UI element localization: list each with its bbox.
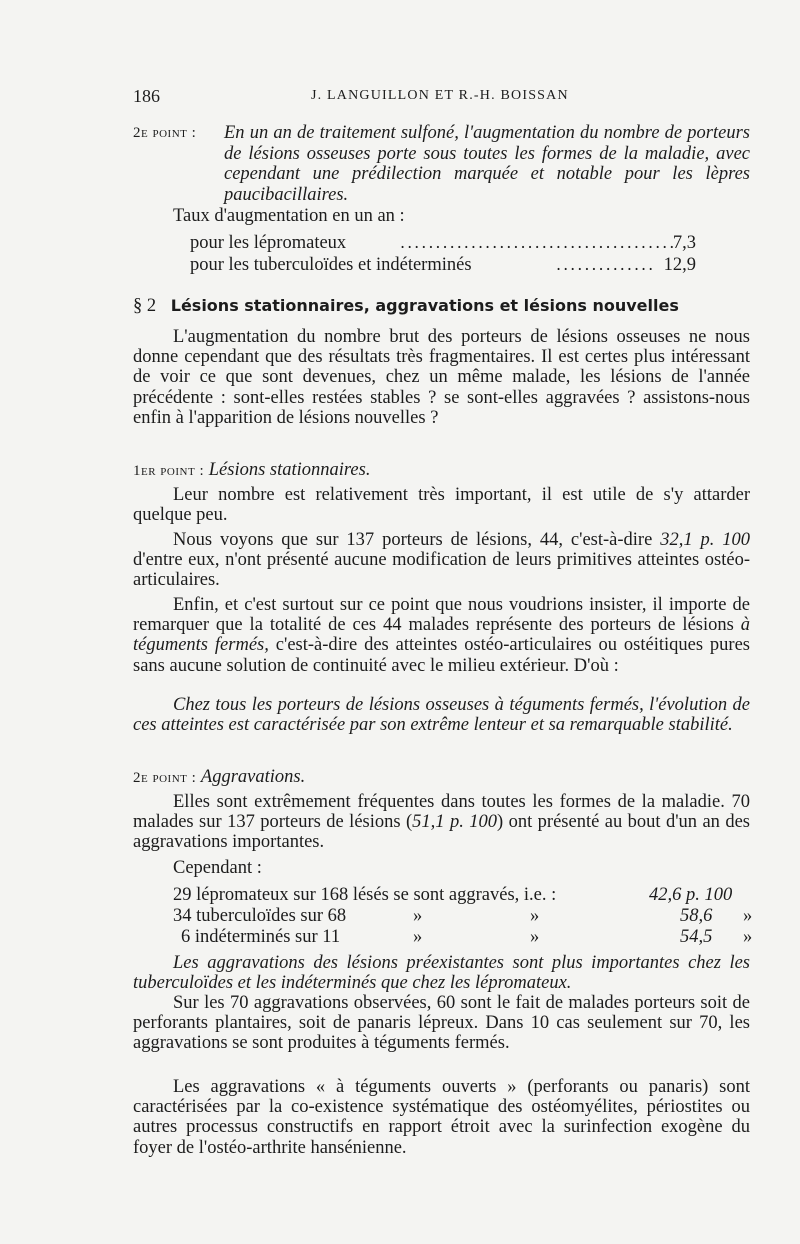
emphasis: 51,1 p. 100 (412, 812, 498, 833)
agg-row-3-label: 6 indéterminés sur 11 (181, 927, 341, 947)
rate-title: Taux d'augmentation en un an : (173, 206, 405, 226)
point2-title: Aggravations. (200, 767, 306, 787)
point2-label: 2e point : (133, 770, 197, 786)
section-heading (133, 296, 679, 317)
point2-p1 (133, 792, 750, 853)
para-intro: L'augmentation du nombre brut des porteurs de lésions osseuses ne nous donne cependant que des résultats très fragmentaires. Il est certes plus intéressant de voir ce que sont devenues, chez un même malade, les lésions de l'année précédente : sont-elles restées stables ? se sont-elles aggravées ? assistons-nous enfin à l'apparition de lésions nouvelles ? (133, 327, 750, 428)
text: d'entre eux, n'ont présenté aucune modification de leurs primitives atteintes ostéo-articulaires. (133, 550, 750, 591)
point1-p3 (133, 595, 750, 676)
rate-row-lepromateux: pour les lépromateux (190, 233, 347, 253)
running-header (133, 86, 753, 110)
ditto-mark: » (413, 906, 423, 926)
ditto-mark: » (413, 927, 423, 947)
point1-p2 (133, 530, 750, 591)
agg-row-1-value: 42,6 p. 100 (649, 885, 733, 905)
rate-value-lepromateux: 7,3 (672, 233, 696, 253)
rate-row-tuberculoides: pour les tuberculoïdes et indéterminés (190, 255, 472, 275)
ditto-mark: » (743, 927, 753, 947)
section-number: § 2 (133, 296, 157, 316)
point1-title: Lésions stationnaires. (208, 460, 371, 480)
point2-p3: Les aggravations « à téguments ouverts » (perforants ou panaris) sont caractérisées par la co-existence systématique des ostéomyélites, périostites ou autres processus constructifs en rapport étroit avec la surinfection exogène du foyer de l'ostéo-arthrite hansénienne. (133, 1077, 750, 1158)
point2-intro-label: 2e point : (133, 125, 197, 141)
point1-heading (133, 460, 370, 481)
running-title: J. LANGUILLON ET R.-H. BOISSAN (311, 88, 569, 103)
text: ) ont présenté au bout d'un an des aggravations importantes. (133, 812, 751, 853)
point2-p2: Sur les 70 aggravations observées, 60 sont le fait de malades porteurs soit de perforants plantaires, soit de panaris lépreux. Dans 10 cas seulement sur 70, les aggravations se sont produites à téguments fermés. (133, 993, 750, 1054)
ditto-mark: » (530, 906, 540, 926)
point2-intro-text: En un an de traitement sulfoné, l'augmentation du nombre de porteurs de lésions osseuses porte sous toutes les formes de la maladie, avec cependant une prédilection marquée et notable pour les lèpres paucibacillaires. (224, 123, 750, 205)
point2-emphasis: Les aggravations des lésions préexistantes sont plus importantes chez les tuberculoïdes et les indéterminés que chez les lépromateux. (133, 953, 750, 994)
leader-dots: ....................................... (400, 233, 677, 252)
cependant: Cependant : (173, 858, 262, 878)
agg-row-2-label: 34 tuberculoïdes sur 68 (173, 906, 347, 926)
agg-row-1-label: 29 lépromateux sur 168 lésés se sont aggravés, i.e. : (173, 885, 557, 905)
point2-intro (133, 123, 750, 205)
emphasis: 32,1 p. 100 (660, 530, 751, 550)
leader-dots: .............. (556, 255, 656, 274)
rate-value-tuberculoides: 12,9 (663, 255, 696, 275)
text: c'est-à-dire des atteintes ostéo-articulaires ou ostéitiques pures sans aucune solution de continuité avec le milieu extérieur. D'où : (133, 635, 750, 676)
emphasis: à téguments fermés, (133, 615, 750, 656)
text: Enfin, et c'est surtout sur ce point que nous voudrions insister, il importe de remarquer que la totalité de ces 44 malades représente des porteurs de lésions (133, 595, 750, 636)
agg-row-3-value: 54,5 (680, 927, 713, 947)
ditto-mark: » (743, 906, 753, 926)
text: Nous voyons que sur 137 porteurs de lésions, 44, c'est-à-dire (173, 530, 653, 550)
point2-heading (133, 767, 305, 788)
section-title: Lésions stationnaires, aggravations et lésions nouvelles (170, 296, 679, 315)
agg-row-2-value: 58,6 (680, 906, 713, 926)
ditto-mark: » (530, 927, 540, 947)
text: Elles sont extrêmement fréquentes dans toutes les formes de la maladie. 70 malades sur 137 porteurs de lésions ( (133, 792, 750, 833)
point1-label: 1er point : (133, 463, 205, 479)
page-number: 186 (133, 86, 160, 106)
point1-p1: Leur nombre est relativement très important, il est utile de s'y attarder quelque peu. (133, 485, 750, 526)
point1-conclusion: Chez tous les porteurs de lésions osseuses à téguments fermés, l'évolution de ces atteintes est caractérisée par son extrême lenteur et sa remarquable stabilité. (133, 695, 750, 736)
